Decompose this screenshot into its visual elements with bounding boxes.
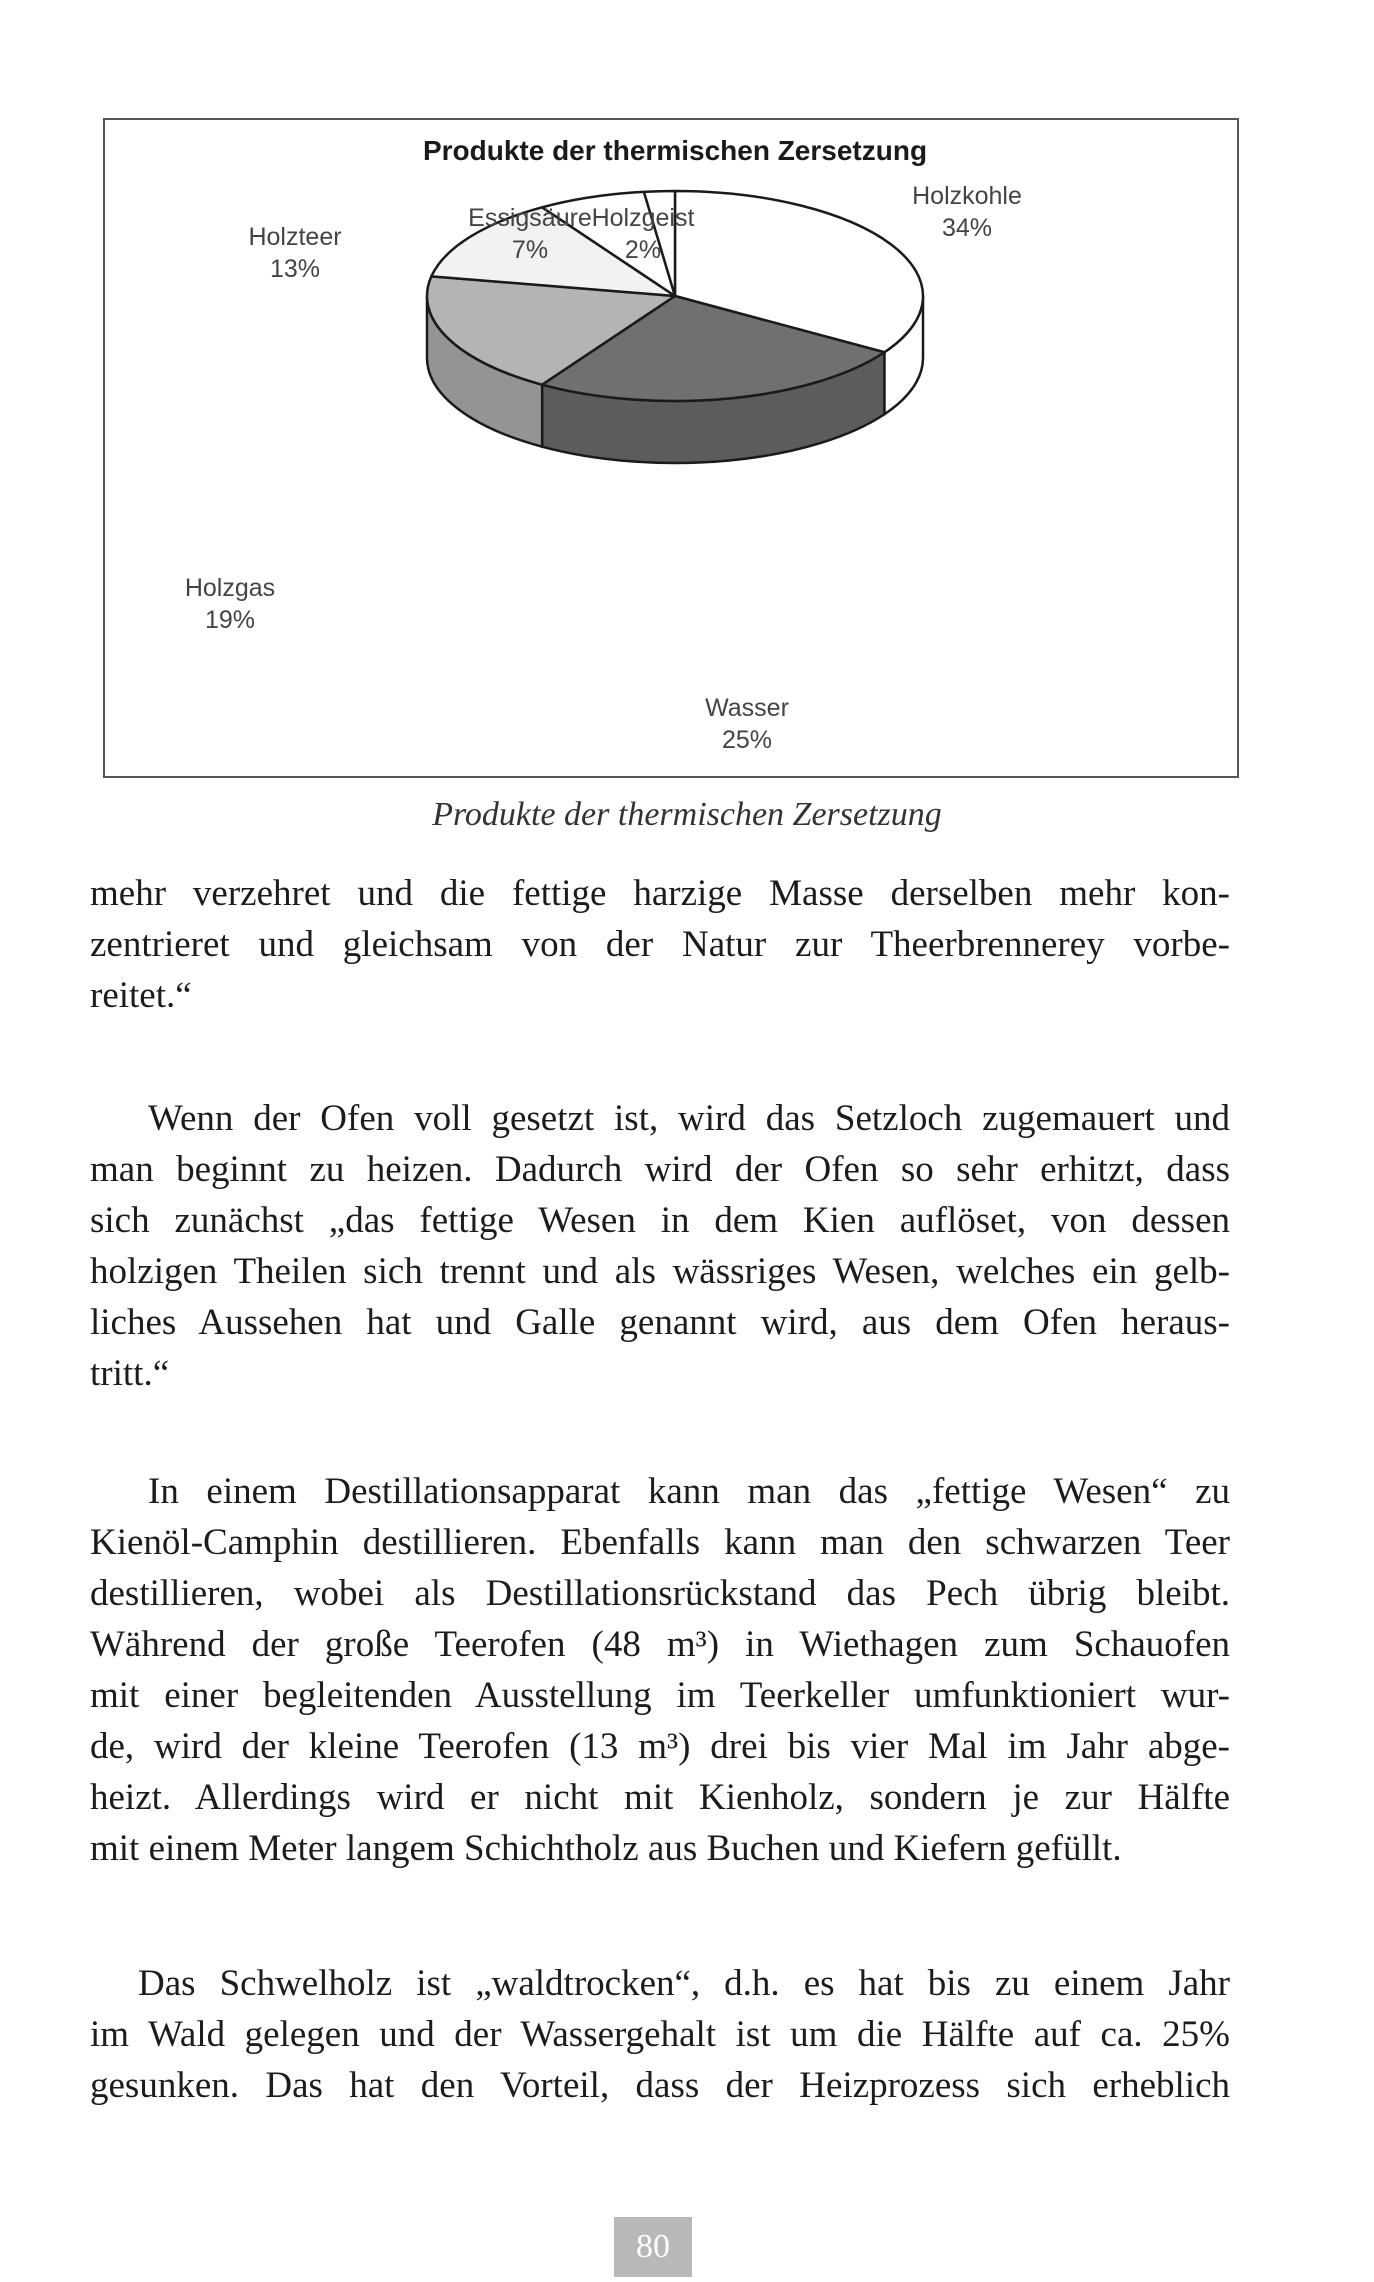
value-label-holzgas: 19% bbox=[204, 606, 256, 634]
value-label-holzteer: 13% bbox=[269, 255, 321, 283]
pie-chart bbox=[105, 120, 1241, 780]
text-line: mit einem Meter langem Schichtholz aus Buchen und Kiefern gefüllt. bbox=[90, 1828, 1122, 1869]
page-number: 80 bbox=[614, 2217, 692, 2277]
label-holzteer: Holzteer bbox=[248, 223, 342, 251]
value-label-wasser: 25% bbox=[721, 726, 773, 754]
paragraph-2 bbox=[90, 1093, 1230, 1399]
label-holzkohle: Holzkohle bbox=[912, 182, 1022, 210]
paragraph-4 bbox=[90, 1958, 1230, 2111]
paragraph-3 bbox=[90, 1466, 1230, 1874]
text-line: reitet.“ bbox=[90, 975, 192, 1016]
text-line: Wenn der Ofen voll gesetzt ist, wird das Setzloch zugemauert und bbox=[148, 1098, 1230, 1139]
text-line: man beginnt zu heizen. Dadurch wird der Ofen so sehr erhitzt, dass bbox=[90, 1149, 1230, 1190]
paragraph-1 bbox=[90, 868, 1230, 1021]
text-line: Das Schwelholz ist „waldtrocken“, d.h. es hat bis zu einem Jahr bbox=[138, 1963, 1230, 2004]
text-line: sich zunächst „das fettige Wesen in dem Kien auflöset, von dessen bbox=[90, 1200, 1230, 1241]
label-wasser: Wasser bbox=[705, 694, 789, 722]
text-line: In einem Destillationsapparat kann man das „fettige Wesen“ zu bbox=[148, 1471, 1230, 1512]
figure-frame bbox=[103, 118, 1239, 778]
text-line: im Wald gelegen und der Wassergehalt ist um die Hälfte auf ca. 25% bbox=[90, 2014, 1230, 2055]
text-line: mit einer begleitenden Ausstellung im Teerkeller umfunktioniert wur- bbox=[90, 1675, 1230, 1716]
text-line: holzigen Theilen sich trennt und als wässriges Wesen, welches ein gelb- bbox=[90, 1251, 1230, 1292]
text-line: Kienöl-Camphin destillieren. Ebenfalls kann man den schwarzen Teer bbox=[90, 1522, 1230, 1563]
label-holzgeist: Holzgeist bbox=[591, 204, 695, 232]
value-label-essigsaure: 7% bbox=[511, 236, 549, 264]
value-label-holzkohle: 34% bbox=[941, 214, 993, 242]
text-line: mehr verzehret und die fettige harzige Masse derselben mehr kon- bbox=[90, 873, 1230, 914]
figure-caption: Produkte der thermischen Zersetzung bbox=[432, 796, 942, 833]
text-line: gesunken. Das hat den Vorteil, dass der Heizprozess sich erheblich bbox=[90, 2065, 1230, 2106]
value-label-holzgeist: 2% bbox=[624, 236, 662, 264]
text-line: Während der große Teerofen (48 m³) in Wiethagen zum Schauofen bbox=[90, 1624, 1230, 1665]
label-holzgas: Holzgas bbox=[184, 574, 276, 602]
label-essigsaure: Essigsäure bbox=[468, 204, 592, 232]
text-line: destillieren, wobei als Destillationsrückstand das Pech übrig bleibt. bbox=[90, 1573, 1230, 1614]
text-line: zentrieret und gleichsam von der Natur zur Theerbrennerey vorbe- bbox=[90, 924, 1230, 965]
text-line: tritt.“ bbox=[90, 1353, 170, 1394]
text-line: liches Aussehen hat und Galle genannt wird, aus dem Ofen heraus- bbox=[90, 1302, 1230, 1343]
text-line: de, wird der kleine Teerofen (13 m³) drei bis vier Mal im Jahr abge- bbox=[90, 1726, 1230, 1767]
text-line: heizt. Allerdings wird er nicht mit Kienholz, sondern je zur Hälfte bbox=[90, 1777, 1230, 1818]
chart-title: Produkte der thermischen Zersetzung bbox=[422, 135, 928, 166]
